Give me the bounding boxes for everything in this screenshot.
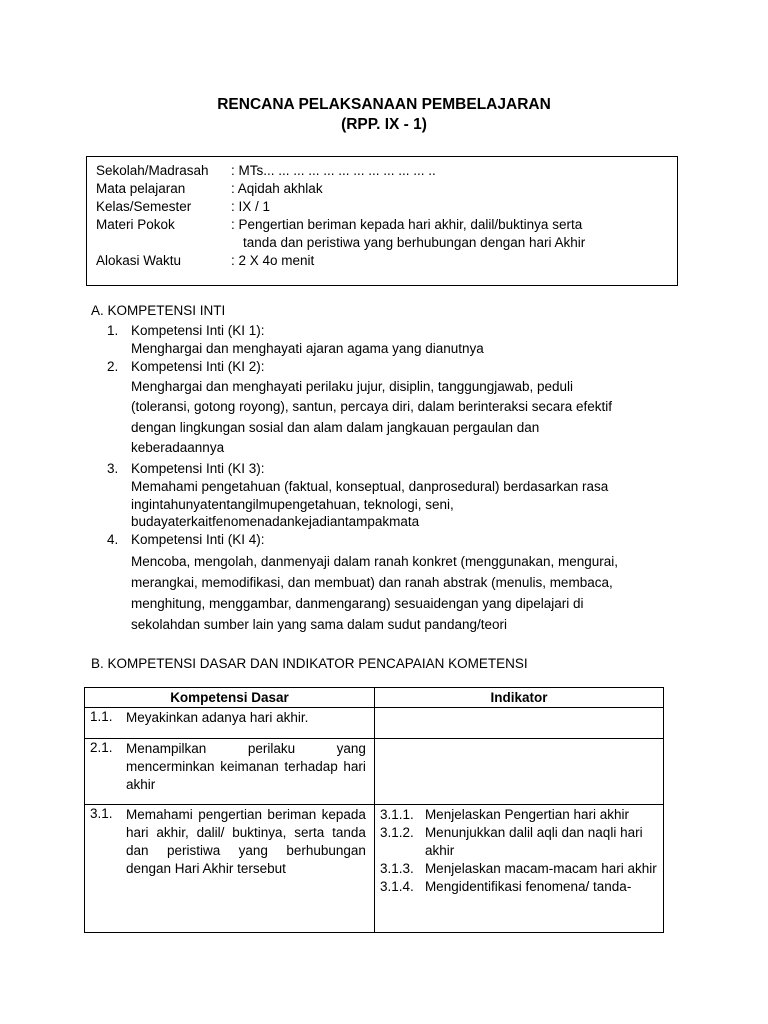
kd-text: Memahami pengertian beriman kepada hari akhir, dalil/ buktinya, serta tanda dan peristiwa yang berhubungan dengan Hari Akhir tersebut bbox=[126, 807, 366, 876]
ki-text: dengan lingkungan sosial dan alam dalam jangkauan pergaulan dan bbox=[131, 420, 540, 435]
indicator-cell bbox=[374, 739, 663, 805]
ki-text: menghitung, menggambar, danmengarang) sesuaidengan yang dipelajari di bbox=[131, 596, 584, 611]
indicator-number: 3.1.3. bbox=[379, 861, 414, 876]
kd-text: Meyakinkan adanya hari akhir. bbox=[126, 710, 309, 725]
indicator-text: Menunjukkan dalil aqli dan naqli hari akhir bbox=[424, 825, 643, 858]
ki-heading: Kompetensi Inti (KI 1): bbox=[131, 323, 265, 338]
table-row bbox=[85, 739, 664, 805]
info-value: tanda dan peristiwa yang berhubungan dengan hari Akhir bbox=[243, 235, 586, 250]
indicator-item bbox=[375, 860, 663, 878]
table-row bbox=[85, 805, 664, 933]
column-header-kd: Kompetensi Dasar bbox=[85, 688, 375, 708]
indicator-item bbox=[375, 878, 663, 896]
document-title: RENCANA PELAKSANAAN PEMBELAJARAN bbox=[217, 96, 551, 113]
ki-text: budayaterkaitfenomenadankejadiantampakmata bbox=[131, 514, 420, 529]
kd-number: 3.1. bbox=[90, 806, 113, 821]
ki-number: 1. bbox=[107, 323, 119, 338]
ki-heading: Kompetensi Inti (KI 4): bbox=[131, 532, 265, 547]
kd-number: 1.1. bbox=[90, 709, 113, 724]
ki-heading: Kompetensi Inti (KI 3): bbox=[131, 461, 265, 476]
indicator-item bbox=[375, 824, 663, 860]
indicator-number: 3.1.4. bbox=[379, 879, 414, 894]
info-value: : IX / 1 bbox=[231, 199, 271, 214]
kd-text: Menampilkan perilaku yang mencerminkan keimanan terhadap hari akhir bbox=[126, 741, 366, 792]
table-row bbox=[85, 708, 664, 739]
ki-text: sekolahdan sumber lain yang sama dalam sudut pandang/teori bbox=[131, 617, 507, 632]
kd-cell bbox=[85, 805, 375, 933]
ki-text: (toleransi, gotong royong), santun, percaya diri, dalam berinteraksi secara efektif bbox=[131, 399, 612, 414]
ki-text: Mencoba, mengolah, danmenyaji dalam ranah konkret (menggunakan, mengurai, bbox=[131, 554, 619, 569]
kd-cell bbox=[85, 739, 375, 805]
indicator-item bbox=[375, 806, 663, 824]
competency-table bbox=[84, 687, 664, 933]
ki-number: 3. bbox=[107, 461, 119, 476]
info-label: Sekolah/Madrasah bbox=[96, 163, 209, 178]
ki-heading: Kompetensi Inti (KI 2): bbox=[131, 359, 265, 374]
indicator-text: Menjelaskan macam-macam hari akhir bbox=[424, 861, 657, 876]
info-label: Materi Pokok bbox=[96, 217, 175, 232]
ki-text: Memahami pengetahuan (faktual, konseptual, danprosedural) berdasarkan rasa bbox=[131, 479, 609, 494]
ki-text: Menghargai dan menghayati ajaran agama yang dianutnya bbox=[131, 341, 484, 356]
kd-number: 2.1. bbox=[90, 740, 113, 755]
ki-text: Menghargai dan menghayati perilaku jujur, disiplin, tanggungjawab, peduli bbox=[131, 379, 574, 394]
indicator-number: 3.1.2. bbox=[379, 825, 414, 840]
document-code: (RPP. IX - 1) bbox=[341, 116, 427, 133]
indicator-number: 3.1.1. bbox=[379, 807, 414, 822]
ki-number: 2. bbox=[107, 359, 119, 374]
info-value: : Aqidah akhlak bbox=[231, 181, 323, 196]
ki-text: ingintahunyatentangilmupengetahuan, teknologi, seni, bbox=[131, 497, 454, 512]
indicator-text: Mengidentifikasi fenomena/ tanda- bbox=[424, 879, 632, 894]
table-header-row bbox=[85, 688, 664, 708]
ki-number: 4. bbox=[107, 532, 119, 547]
indicator-text: Menjelaskan Pengertian hari akhir bbox=[424, 807, 630, 822]
info-label: Alokasi Waktu bbox=[96, 253, 182, 268]
section-a-heading: A. KOMPETENSI INTI bbox=[91, 303, 226, 318]
info-value: : MTs... ... ... ... ... ... ... ... ... ... ... .. bbox=[231, 163, 436, 178]
indicator-cell bbox=[374, 708, 663, 739]
ki-text: keberadaannya bbox=[131, 440, 225, 455]
indicator-cell bbox=[374, 805, 663, 933]
ki-text: merangkai, memodifikasi, dan membuat) dan ranah abstrak (menulis, membaca, bbox=[131, 575, 613, 590]
info-value: : Pengertian beriman kepada hari akhir, dalil/buktinya serta bbox=[231, 217, 583, 232]
kd-cell bbox=[85, 708, 375, 739]
identity-box bbox=[86, 156, 678, 286]
info-value: : 2 X 4o menit bbox=[231, 253, 315, 268]
info-label: Kelas/Semester bbox=[96, 199, 192, 214]
column-header-indicator: Indikator bbox=[374, 688, 663, 708]
section-b-heading: B. KOMPETENSI DASAR DAN INDIKATOR PENCAPAIAN KOMETENSI bbox=[91, 656, 528, 671]
info-label: Mata pelajaran bbox=[96, 181, 186, 196]
